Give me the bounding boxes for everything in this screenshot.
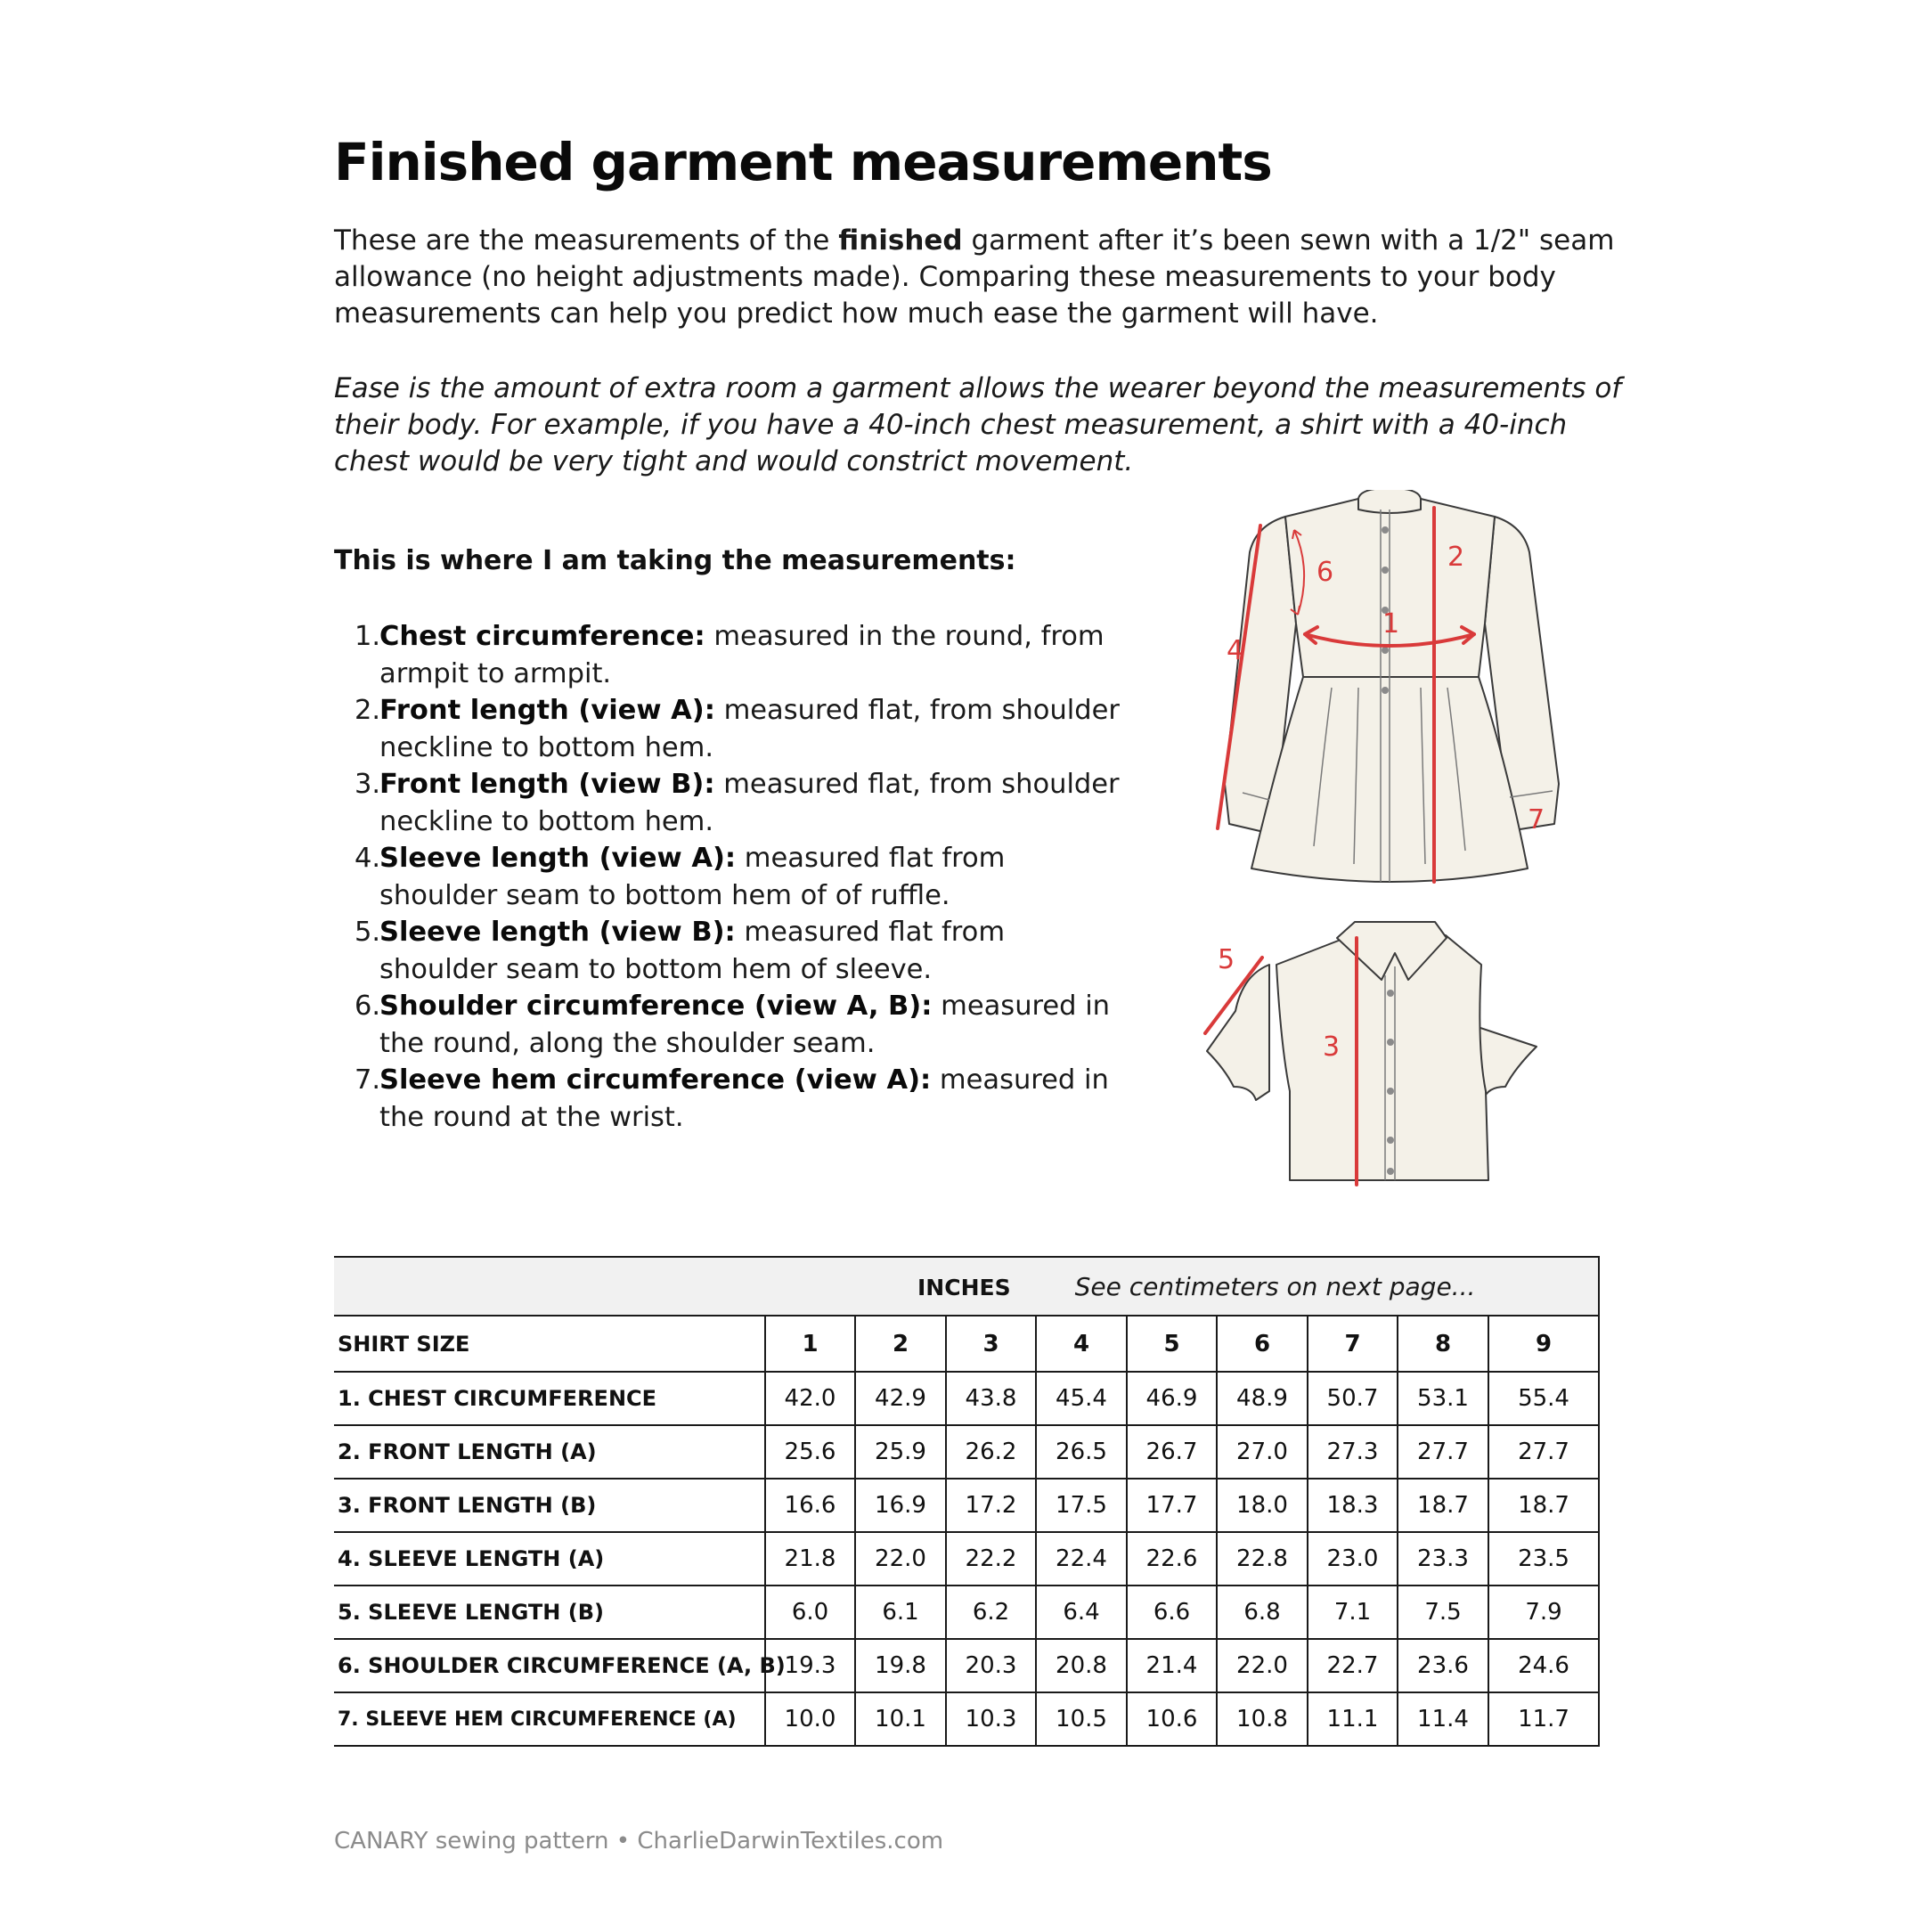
size-column-header: 9 [1488, 1316, 1599, 1372]
list-item-description: measured flat, from shoulder neckline to bottom hem. [379, 769, 1120, 837]
intro-paragraph [334, 223, 1626, 332]
size-column-header: 1 [765, 1316, 855, 1372]
table-cell: 17.2 [946, 1479, 1036, 1532]
measurement-list [355, 618, 1121, 1136]
table-cell: 22.8 [1217, 1532, 1308, 1586]
size-column-header: 5 [1127, 1316, 1217, 1372]
table-cell: 22.0 [1217, 1639, 1308, 1692]
table-row [334, 1532, 1599, 1586]
table-cell: 10.8 [1217, 1692, 1308, 1746]
table-cell: 23.6 [1398, 1639, 1488, 1692]
table-cell: 20.8 [1036, 1639, 1127, 1692]
size-column-header: 8 [1398, 1316, 1488, 1372]
size-column-header: 3 [946, 1316, 1036, 1372]
table-cell: 27.3 [1308, 1425, 1398, 1479]
table-cell: 7.5 [1398, 1586, 1488, 1639]
blouse-view-a-illustration [1207, 490, 1590, 900]
table-row [334, 1479, 1599, 1532]
list-item-description: measured flat from shoulder seam to bottom hem of of ruffle. [379, 843, 1006, 911]
row-label: 7. SLEEVE HEM CIRCUMFERENCE (A) [334, 1692, 765, 1746]
table-cell: 26.5 [1036, 1425, 1127, 1479]
table-header-row [334, 1316, 1599, 1372]
list-item-title: Front length (view B): [379, 769, 715, 800]
list-item-title: Shoulder circumference (view A, B): [379, 990, 933, 1022]
list-item-number: 6. [355, 990, 381, 1022]
table-cell: 50.7 [1308, 1372, 1398, 1425]
table-cell: 11.7 [1488, 1692, 1599, 1746]
table-cell: 46.9 [1127, 1372, 1217, 1425]
list-item-number: 5. [355, 917, 381, 948]
list-item-title: Front length (view A): [379, 695, 715, 726]
diagram-label-4: 4 [1227, 635, 1244, 666]
size-column-header: 7 [1308, 1316, 1398, 1372]
list-item-description: measured flat from shoulder seam to bottom hem of sleeve. [379, 917, 1006, 985]
ease-note: Ease is the amount of extra room a garment allows the wearer beyond the measurements of their body. For example, if you have a 40-inch chest measurement, a shirt with a 40-inch chest would be very tight and would constrict movement. [334, 372, 1622, 477]
units-label: INCHES [917, 1274, 1011, 1300]
table-units-row [334, 1257, 1599, 1316]
row-label: 2. FRONT LENGTH (A) [334, 1425, 765, 1479]
table-cell: 55.4 [1488, 1372, 1599, 1425]
list-item [355, 840, 1121, 914]
table-cell: 53.1 [1398, 1372, 1488, 1425]
table-row [334, 1692, 1599, 1746]
table-cell: 6.2 [946, 1586, 1036, 1639]
table-cell: 42.9 [855, 1372, 946, 1425]
table-cell: 23.5 [1488, 1532, 1599, 1586]
table-cell: 18.0 [1217, 1479, 1308, 1532]
row-label: 1. CHEST CIRCUMFERENCE [334, 1372, 765, 1425]
units-note: See centimeters on next page... [1074, 1271, 1476, 1301]
table-cell: 6.8 [1217, 1586, 1308, 1639]
list-item-number: 7. [355, 1064, 381, 1096]
table-cell: 6.6 [1127, 1586, 1217, 1639]
table-cell: 7.1 [1308, 1586, 1398, 1639]
list-item-description: measured in the round at the wrist. [379, 1064, 1109, 1133]
table-units-cell [334, 1257, 1599, 1316]
row-label: 4. SLEEVE LENGTH (A) [334, 1532, 765, 1586]
list-item-number: 1. [355, 621, 381, 652]
table-cell: 6.1 [855, 1586, 946, 1639]
size-column-header: 6 [1217, 1316, 1308, 1372]
table-cell: 45.4 [1036, 1372, 1127, 1425]
diagram-label-7: 7 [1528, 804, 1545, 836]
table-cell: 16.9 [855, 1479, 946, 1532]
table-cell: 25.9 [855, 1425, 946, 1479]
page-title: Finished garment measurements [334, 132, 1272, 192]
measurements-heading: This is where I am taking the measurements: [334, 545, 1016, 576]
table-cell: 10.3 [946, 1692, 1036, 1746]
intro-text-start: These are the measurements of the [334, 224, 839, 257]
table-cell: 10.6 [1127, 1692, 1217, 1746]
table-cell: 42.0 [765, 1372, 855, 1425]
table-cell: 26.2 [946, 1425, 1036, 1479]
table-cell: 19.8 [855, 1639, 946, 1692]
size-header: SHIRT SIZE [334, 1316, 765, 1372]
list-item-title: Sleeve length (view B): [379, 917, 736, 948]
list-item-description: measured flat, from shoulder neckline to bottom hem. [379, 695, 1120, 763]
list-item-description: measured in the round, along the shoulder seam. [379, 990, 1111, 1059]
table-cell: 27.7 [1398, 1425, 1488, 1479]
list-item-title: Chest circumference: [379, 621, 705, 652]
table-cell: 6.0 [765, 1586, 855, 1639]
intro-text-end: garment after it’s been sewn with a 1/2" seam allowance (no height adjustments made). Comparing these measurements to your body measurements can help you predict how much ease the garment will have. [334, 224, 1615, 330]
table-cell: 20.3 [946, 1639, 1036, 1692]
diagram-label-3: 3 [1323, 1031, 1341, 1063]
table-cell: 25.6 [765, 1425, 855, 1479]
measurements-table [334, 1256, 1600, 1747]
table-cell: 7.9 [1488, 1586, 1599, 1639]
intro-bold-word: finished [838, 224, 963, 257]
page-footer: CANARY sewing pattern • CharlieDarwinTextiles.com [334, 1828, 944, 1855]
list-item-title: Sleeve length (view A): [379, 843, 737, 874]
table-cell: 26.7 [1127, 1425, 1217, 1479]
list-item [355, 692, 1121, 766]
list-item-number: 2. [355, 695, 381, 726]
table-cell: 11.4 [1398, 1692, 1488, 1746]
table-cell: 22.6 [1127, 1532, 1217, 1586]
list-item [355, 766, 1121, 840]
table-cell: 22.4 [1036, 1532, 1127, 1586]
table-cell: 18.3 [1308, 1479, 1398, 1532]
list-item [355, 1062, 1121, 1136]
size-column-header: 2 [855, 1316, 946, 1372]
diagram-label-1: 1 [1382, 608, 1400, 640]
row-label: 5. SLEEVE LENGTH (B) [334, 1586, 765, 1639]
list-item-title: Sleeve hem circumference (view A): [379, 1064, 932, 1096]
table-cell: 21.8 [765, 1532, 855, 1586]
table-cell: 24.6 [1488, 1639, 1599, 1692]
row-label: 3. FRONT LENGTH (B) [334, 1479, 765, 1532]
table-cell: 16.6 [765, 1479, 855, 1532]
table-cell: 18.7 [1398, 1479, 1488, 1532]
table-cell: 22.0 [855, 1532, 946, 1586]
table-cell: 43.8 [946, 1372, 1036, 1425]
table-cell: 18.7 [1488, 1479, 1599, 1532]
table-cell: 10.0 [765, 1692, 855, 1746]
table-row [334, 1586, 1599, 1639]
table-cell: 23.0 [1308, 1532, 1398, 1586]
table-cell: 11.1 [1308, 1692, 1398, 1746]
table-cell: 10.5 [1036, 1692, 1127, 1746]
table-cell: 22.7 [1308, 1639, 1398, 1692]
table-cell: 10.1 [855, 1692, 946, 1746]
table-cell: 17.5 [1036, 1479, 1127, 1532]
table-cell: 19.3 [765, 1639, 855, 1692]
table-cell: 22.2 [946, 1532, 1036, 1586]
table-row [334, 1639, 1599, 1692]
list-item [355, 914, 1121, 988]
table-cell: 27.0 [1217, 1425, 1308, 1479]
shirt-view-b-illustration [1198, 913, 1590, 1198]
diagram-label-2: 2 [1447, 542, 1465, 573]
list-item-number: 3. [355, 769, 381, 800]
table-cell: 21.4 [1127, 1639, 1217, 1692]
size-column-header: 4 [1036, 1316, 1127, 1372]
table-cell: 27.7 [1488, 1425, 1599, 1479]
diagram-label-6: 6 [1317, 557, 1334, 588]
table-row [334, 1425, 1599, 1479]
list-item [355, 988, 1121, 1062]
table-cell: 23.3 [1398, 1532, 1488, 1586]
list-item [355, 618, 1121, 692]
left-sleeve [1207, 965, 1269, 1100]
table-cell: 17.7 [1127, 1479, 1217, 1532]
table-cell: 6.4 [1036, 1586, 1127, 1639]
list-item-number: 4. [355, 843, 381, 874]
table-cell: 48.9 [1217, 1372, 1308, 1425]
diagram-label-5: 5 [1218, 944, 1235, 975]
table-row [334, 1372, 1599, 1425]
row-label: 6. SHOULDER CIRCUMFERENCE (A, B) [334, 1639, 765, 1692]
list-item-description: measured in the round, from armpit to armpit. [379, 621, 1105, 689]
